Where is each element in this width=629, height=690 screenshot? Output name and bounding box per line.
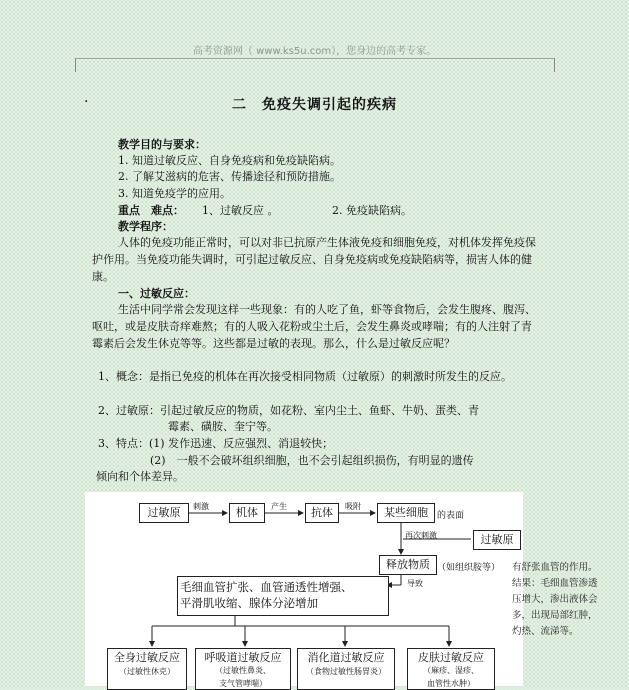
reaction-note: 支气管哮喘） xyxy=(219,679,267,688)
side-note-line: 灼热、流涕等。 xyxy=(512,626,579,637)
stimulate-label: 刺激 xyxy=(193,502,209,511)
reaction-title: 消化道过敏反应 xyxy=(307,651,385,664)
reaction-note: （过敏性休克） xyxy=(119,667,175,676)
page-title: 二 免疫失调引起的疾病 xyxy=(232,97,397,113)
adsorb-label: 吸附 xyxy=(345,502,361,511)
keypoint-1: 1、过敏反应 。 xyxy=(202,204,279,217)
effects-line-2: 平滑肌收缩、腺体分泌增加 xyxy=(180,596,318,610)
page-header: 高考资源网（ www.ks5u.com），您身边的高考专家。 xyxy=(192,46,437,57)
effects-box xyxy=(177,576,389,616)
header-rule xyxy=(75,58,555,59)
reaction-note: （食物过敏性肠胃炎） xyxy=(306,667,386,676)
respiratory-reaction-box xyxy=(195,648,291,690)
systemic-reaction-box xyxy=(107,648,187,690)
reaction-note: （过敏性鼻炎、 xyxy=(215,666,271,675)
reaction-title: 呼吸道过敏反应 xyxy=(204,651,282,664)
intro-paragraph: 人体的免疫功能正常时，可以对非已抗原产生体液免疫和细胞免疫，对机体发挥免疫保护作用。当免疫功能失调时，可引起过敏反应、自身免疫病或免疫缺陷病等，损害人体的健康。 xyxy=(92,236,536,283)
histamine-label: （如组织胺等） xyxy=(437,563,501,573)
keypoints-label: 重点 难点： xyxy=(118,204,184,217)
reaction-note: 血管性水肿） xyxy=(427,679,475,688)
side-note-line: 有舒张血管的作用。 xyxy=(512,562,598,573)
phenomena-paragraph: 生活中同学常会发现这样一些现象：有的人吃了鱼，虾等食物后，会发生腹疼、腹泻、呕吐，或是皮肤奇痒难熬；有的人吸入花粉或尘土后，会发生鼻炎或哮喘；有的人注射了青霉素后会发生休克等等。这些都是过敏的表现。那么，什么是过敏反应呢？ xyxy=(92,303,536,350)
reaction-title: 皮肤过敏反应 xyxy=(418,651,484,664)
objective-item: 1. 知道过敏反应、自身免疫病和免疫缺陷病。 xyxy=(118,154,341,167)
crop-mark-left xyxy=(75,58,90,72)
reaction-note: （麻疹、湿疹、 xyxy=(423,666,479,675)
procedure-heading: 教学程序： xyxy=(118,220,173,233)
produce-label: 产生 xyxy=(271,502,287,511)
cells-box: 某些细胞 xyxy=(377,503,435,523)
side-note xyxy=(512,560,624,640)
antibody-box: 抗体 xyxy=(305,503,339,523)
allergen-box-2: 过敏原 xyxy=(473,530,521,550)
side-note-line: 多，出现局部红肿， xyxy=(512,610,598,621)
side-note-line: 结果：毛细血管渗透 xyxy=(512,578,598,589)
release-box: 释放物质 xyxy=(379,555,437,575)
feature-point-2: (2) 一般不会破坏组织细胞，也不会引起组织损伤，有明显的遗传 xyxy=(150,454,474,467)
concept-point: 1、概念：是指已免疫的机体在再次接受相同物质（过敏原）的刺激时所发生的反应。 xyxy=(98,370,512,383)
section-heading: 一、过敏反应： xyxy=(118,287,195,300)
cause-label: 导致 xyxy=(407,579,423,588)
allergen-box: 过敏原 xyxy=(139,503,189,523)
objective-item: 3. 知道免疫学的应用。 xyxy=(118,187,231,200)
effects-line-1: 毛细血管扩张、血管通透性增强、 xyxy=(180,580,353,594)
feature-point: 3、特点：(1) 发作迅速、反应强烈、消退较快； xyxy=(98,437,334,450)
keypoint-2: 2. 免疫缺陷病。 xyxy=(332,204,412,217)
allergy-mechanism-diagram xyxy=(85,492,523,686)
surface-label: 的表面 xyxy=(437,511,465,521)
body-box: 机体 xyxy=(229,503,265,523)
again-label: 再次刺激 xyxy=(405,531,437,540)
feature-point-3: 倾向和个体差异。 xyxy=(96,470,184,483)
digestive-reaction-box xyxy=(297,648,395,690)
allergen-point-cont: 霉素、磺胺、奎宁等。 xyxy=(168,420,278,433)
crop-mark-right xyxy=(540,58,555,72)
side-note-line: 压增大，渗出液体会 xyxy=(512,594,598,605)
objective-item: 2. 了解艾滋病的危害、传播途径和预防措施。 xyxy=(118,170,341,183)
skin-reaction-box xyxy=(407,648,495,690)
objectives-heading: 教学目的与要求： xyxy=(118,138,206,151)
allergen-point: 2、过敏原：引起过敏反应的物质，如花粉、室内尘土、鱼虾、牛奶、蛋类、青 xyxy=(98,404,479,417)
reaction-title: 全身过敏反应 xyxy=(114,651,180,664)
bullet-dot: · xyxy=(84,94,89,110)
